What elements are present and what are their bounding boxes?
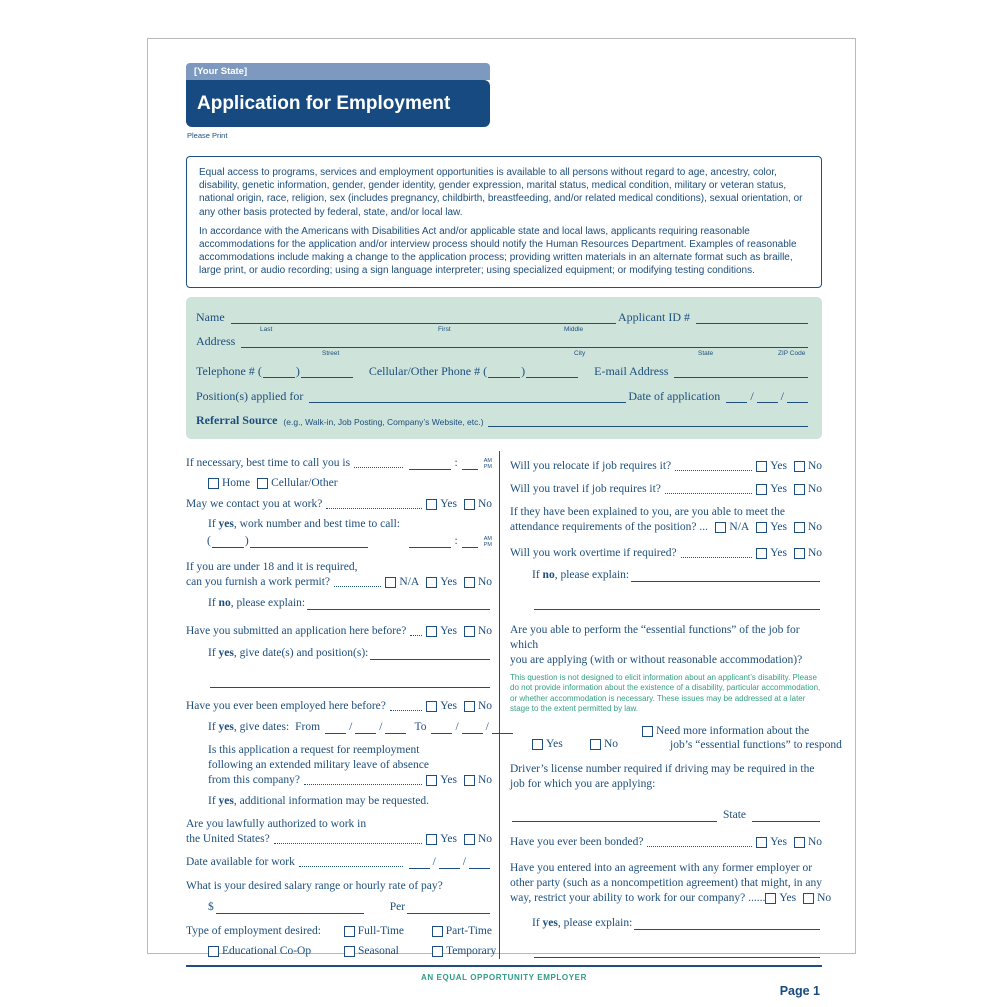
essential-functions-note: This question is not designed to elicit information about an applicant’s disability. Please do not provide information about the existence of a disability, particular accommodation, or whether accommodation is necessary. These issues may be addressed at a later stage to the extent permitted by law.: [510, 672, 821, 714]
questions-section: [186, 451, 842, 959]
salary-amount-field[interactable]: [216, 902, 364, 914]
address-label: Address: [196, 333, 236, 348]
telephone-row: [196, 364, 810, 379]
work-permit-question-line1: If you are under 18 and it is required,: [186, 560, 358, 573]
date-month-field[interactable]: [431, 722, 452, 734]
salary-row: [208, 900, 492, 915]
work-number-row: [208, 534, 492, 549]
date-available-question: Date available for work / /: [186, 855, 492, 870]
permit-yes-checkbox[interactable]: [426, 577, 437, 588]
yes-no-group: Yes No: [426, 497, 492, 512]
dollar-sign: $: [208, 900, 214, 913]
reemployment-yes-checkbox[interactable]: [426, 775, 437, 786]
yes-no-group: Yes No: [765, 891, 831, 906]
slash: /: [780, 388, 784, 403]
close-paren: ): [295, 363, 300, 378]
reemployment-info-note: If yes, additional information may be requested.: [208, 794, 430, 807]
date-year-field[interactable]: [787, 391, 808, 403]
open-paren: (: [483, 363, 488, 378]
na-yes-no-group: N/A Yes No: [385, 575, 492, 590]
employed-yes-checkbox[interactable]: [426, 701, 437, 712]
address-field[interactable]: [241, 336, 808, 348]
dotted-leader: [299, 866, 403, 867]
page-number: Page 1: [779, 984, 820, 998]
work-permit-question-line2: can you furnish a work permit? N/A Yes No: [186, 575, 492, 588]
educational-coop-checkbox[interactable]: [208, 946, 219, 957]
yes-no-group: Yes No: [426, 624, 492, 639]
salary-period-field[interactable]: [407, 902, 490, 914]
state-tag: [Your State]: [194, 66, 248, 77]
am-pm-label: AM PM: [483, 457, 492, 470]
time-minute-field[interactable]: [462, 458, 478, 470]
overtime-explain-field[interactable]: [631, 570, 820, 582]
full-time-checkbox[interactable]: [344, 926, 355, 937]
address-row: [196, 334, 810, 349]
bonded-question: Have you ever been bonded? Yes No: [510, 836, 822, 848]
open-paren: (: [257, 363, 262, 378]
cellular-number-field[interactable]: [526, 366, 578, 378]
need-more-info-checkbox[interactable]: [642, 726, 653, 737]
overtime-explain-field-2[interactable]: [534, 598, 820, 610]
please-print-note: Please Print: [187, 131, 228, 140]
attendance-no-checkbox[interactable]: [794, 522, 805, 533]
referral-row: [196, 413, 810, 428]
attendance-question-line2: attendance requirements of the position? ... N/A Yes No: [510, 520, 822, 533]
permit-explain-field[interactable]: [307, 598, 490, 610]
yes-no-group: Yes No: [426, 699, 492, 714]
submitted-details-field-2[interactable]: [210, 676, 490, 688]
close-paren: ): [521, 363, 526, 378]
attendance-question-line1: If they have been explained to you, are you able to meet the: [510, 505, 785, 518]
date-month-field[interactable]: [325, 722, 346, 734]
to-label: To: [414, 720, 427, 733]
lawfully-authorized-line1: Are you lawfully authorized to work in: [186, 817, 367, 830]
middle-sublabel: Middle: [564, 325, 584, 333]
employment-type-row-2: [208, 944, 497, 959]
employment-dates-row: If yes, give dates: From / / To / /: [208, 720, 492, 735]
overtime-explain-row-2: [532, 598, 822, 611]
contact-work-yes-checkbox[interactable]: [426, 499, 437, 510]
dotted-leader: [681, 557, 753, 558]
drivers-license-row: [510, 808, 822, 823]
position-field[interactable]: [309, 391, 626, 403]
application-date-field: [724, 389, 810, 404]
license-state-field[interactable]: [752, 810, 820, 822]
yes-no-group: Yes No: [426, 773, 492, 788]
noncompete-no-checkbox[interactable]: [803, 893, 814, 904]
contact-at-work-question: May we contact you at work? Yes No: [186, 497, 492, 510]
overtime-yes-checkbox[interactable]: [756, 548, 767, 559]
time-colon: :: [454, 534, 458, 547]
authorized-yes-checkbox[interactable]: [426, 834, 437, 845]
reemployment-question-line1: Is this application a request for reemployment: [208, 743, 420, 756]
telephone-label: Telephone #: [196, 363, 255, 378]
yes-no-group: Yes No: [756, 459, 822, 474]
dotted-leader: [354, 467, 403, 468]
name-row: [196, 310, 810, 325]
position-row: [196, 389, 810, 404]
na-yes-no-group: N/A Yes No: [715, 520, 822, 535]
per-label: Per: [389, 900, 406, 913]
dotted-leader: [334, 586, 381, 587]
reemployment-no-checkbox[interactable]: [464, 775, 475, 786]
page-title: Application for Employment: [186, 80, 490, 127]
authorized-no-checkbox[interactable]: [464, 834, 475, 845]
overtime-explain-row: If no, please explain:: [532, 568, 822, 583]
right-column: [510, 451, 842, 959]
educational-coop-label: Educational Co-Op: [222, 944, 312, 957]
application-form-page: [147, 38, 856, 998]
time-hour-field[interactable]: [409, 536, 451, 548]
left-column: [186, 451, 497, 959]
position-label: Position(s) applied for: [196, 388, 304, 403]
date-day-field[interactable]: [462, 722, 483, 734]
noncompete-explain-field[interactable]: [634, 918, 820, 930]
bonded-yes-checkbox[interactable]: [756, 837, 767, 848]
relocate-yes-checkbox[interactable]: [756, 461, 767, 472]
name-sublabels: [196, 325, 810, 334]
overtime-question: Will you work overtime if required? Yes No: [510, 546, 822, 559]
date-year-field[interactable]: [469, 857, 490, 869]
address-sublabels: [196, 349, 810, 358]
time-hour-field[interactable]: [409, 458, 451, 470]
date-day-field[interactable]: [355, 722, 376, 734]
referral-source-field[interactable]: [488, 415, 808, 427]
notice-paragraph-1: Equal access to programs, services and employment opportunities is available to all persons without regard to age, ancestry, color, disability, genetic information, gender, gender identity, gender expression, marital status, medical condition, military or veteran status, national origin, race, religion, sex (includes pregnancy, childbirth, breastfeeding, and/or related medical conditions), sexual orientation, or any other basis protected by federal, state, and/or local law.: [199, 167, 803, 218]
last-sublabel: Last: [260, 325, 273, 333]
relocate-question: Will you relocate if job requires it? Yes No: [510, 459, 822, 472]
date-year-field[interactable]: [385, 722, 406, 734]
date-application-label: Date of application: [628, 388, 721, 403]
applicant-info-panel: [186, 297, 822, 439]
submitted-details-field[interactable]: [370, 648, 490, 660]
cellular-label: Cellular/Other Phone #: [368, 363, 481, 378]
noncompete-explain-row-2: [532, 946, 822, 959]
home-checkbox[interactable]: [208, 478, 219, 489]
temporary-label: Temporary: [446, 944, 497, 957]
drivers-license-number-field[interactable]: [512, 810, 717, 822]
am-pm-label: AM PM: [483, 535, 492, 548]
work-time-field: [407, 534, 492, 549]
from-date-field: / /: [323, 720, 408, 735]
temporary-checkbox[interactable]: [432, 946, 443, 957]
lawfully-authorized-line2: the United States? Yes No: [186, 832, 492, 845]
telephone-area-code-field[interactable]: [263, 366, 295, 378]
need-more-info-label: Need more information about the job’s “essential functions” to respond: [656, 725, 842, 751]
employed-no-checkbox[interactable]: [464, 701, 475, 712]
yes-no-group: Yes No: [756, 482, 822, 497]
essential-functions-question-line2: you are applying (with or without reasonable accommodation)?: [510, 653, 803, 666]
home-label: Home: [222, 476, 251, 489]
drivers-license-question-line2: job for which you are applying:: [510, 778, 656, 790]
noncompete-question-line1: Have you entered into an agreement with any former employer or: [510, 862, 813, 874]
noncompete-explain-field-2[interactable]: [534, 946, 820, 958]
yes-no-group: Yes No: [426, 832, 492, 847]
cellular-other-checkbox[interactable]: [257, 478, 268, 489]
dotted-leader: [326, 508, 422, 509]
work-area-code-field[interactable]: [212, 536, 244, 548]
seasonal-checkbox[interactable]: [344, 946, 355, 957]
date-month-field[interactable]: [726, 391, 747, 403]
submitted-before-question: Have you submitted an application here before? Yes No: [186, 624, 492, 637]
overtime-no-checkbox[interactable]: [794, 548, 805, 559]
telephone-number-field[interactable]: [301, 366, 353, 378]
essential-functions-answers: Yes No Need more information about the job’s “essential functions” to respond: [532, 724, 822, 752]
noncompete-question-line3: way, restrict your ability to work for our company? ...... Yes No: [510, 892, 832, 904]
referral-label: Referral Source: [196, 412, 278, 427]
attendance-yes-checkbox[interactable]: [756, 522, 767, 533]
dotted-leader: [665, 493, 752, 494]
submitted-details-row: If yes, give date(s) and position(s):: [208, 646, 492, 661]
applicant-id-label: Applicant ID #: [618, 309, 690, 324]
essential-functions-question-line1: Are you able to perform the “essential functions” of the job for which: [510, 623, 800, 651]
cellular-other-label: Cellular/Other: [271, 476, 338, 489]
state-tag-bar: [186, 63, 490, 80]
travel-question: Will you travel if job requires it? Yes No: [510, 482, 822, 495]
equal-opportunity-employer-note: AN EQUAL OPPORTUNITY EMPLOYER: [420, 973, 587, 982]
city-sublabel: City: [574, 349, 586, 357]
contact-work-no-checkbox[interactable]: [464, 499, 475, 510]
cellular-area-code-field[interactable]: [488, 366, 520, 378]
travel-no-checkbox[interactable]: [794, 484, 805, 495]
attendance-na-checkbox[interactable]: [715, 522, 726, 533]
permit-explain-row: If no, please explain:: [208, 596, 492, 611]
essential-no-checkbox[interactable]: [590, 739, 601, 750]
open-paren: (: [207, 534, 211, 547]
employment-type-row-1: Type of employment desired: Full-Time Part-Time: [186, 924, 492, 937]
full-time-label: Full-Time: [357, 924, 404, 937]
essential-yes-checkbox[interactable]: [532, 739, 543, 750]
first-sublabel: First: [438, 325, 451, 333]
dotted-leader: [390, 710, 422, 711]
date-day-field[interactable]: [757, 391, 778, 403]
street-sublabel: Street: [322, 349, 340, 357]
date-month-field[interactable]: [409, 857, 430, 869]
travel-yes-checkbox[interactable]: [756, 484, 767, 495]
reemployment-question-line2: following an extended military leave of absence: [208, 758, 429, 771]
date-day-field[interactable]: [439, 857, 460, 869]
time-minute-field[interactable]: [462, 536, 478, 548]
yes-no-group: Yes No: [756, 546, 822, 561]
state-sublabel: State: [698, 349, 714, 357]
seasonal-label: Seasonal: [358, 944, 399, 957]
employed-before-question: Have you ever been employed here before? Yes No: [186, 699, 492, 712]
applicant-id-field[interactable]: [696, 312, 808, 324]
dotted-leader: [304, 784, 422, 785]
salary-question: What is your desired salary range or hourly rate of pay?: [186, 879, 443, 892]
submitted-no-checkbox[interactable]: [464, 626, 475, 637]
work-number-field[interactable]: [250, 536, 368, 548]
name-label: Name: [196, 309, 225, 324]
slash: /: [750, 388, 754, 403]
dotted-leader: [410, 635, 422, 636]
zip-sublabel: ZIP Code: [778, 349, 806, 357]
reemployment-question-line3: from this company? Yes No: [208, 773, 492, 786]
if-yes-work-number-note: If yes, work number and best time to call:: [208, 517, 400, 530]
bonded-no-checkbox[interactable]: [794, 837, 805, 848]
close-paren: ): [244, 534, 249, 547]
equal-access-notice: [186, 156, 822, 288]
to-date-field: / /: [429, 720, 514, 735]
permit-no-checkbox[interactable]: [464, 577, 475, 588]
email-label: E-mail Address: [594, 363, 669, 378]
submitted-yes-checkbox[interactable]: [426, 626, 437, 637]
name-field[interactable]: [231, 312, 616, 324]
yes-no-group: Yes No: [756, 835, 822, 850]
notice-paragraph-2: In accordance with the Americans with Disabilities Act and/or applicable state and local laws, applicants requiring reasonable accommodations for the application and/or interview process should notify the Human Resources Department. Examples of reasonable accommodations include making a change to the application process; providing written materials in an alternate format such as braille, large print, or audio recording; using a sign language interpreter; using specialized equipment; or modifying testing conditions.: [199, 225, 797, 277]
dotted-leader: [675, 470, 752, 471]
time-colon: :: [454, 456, 458, 469]
drivers-license-question-line1: Driver’s license number required if driving may be required in the: [510, 763, 815, 775]
date-available-field: / /: [407, 855, 492, 870]
dotted-leader: [647, 846, 752, 847]
call-location-options: [208, 476, 492, 491]
permit-na-checkbox[interactable]: [385, 577, 396, 588]
noncompete-question-line2: other party (such as a noncompetition agreement) that might, in any: [510, 877, 823, 889]
dotted-leader: [274, 843, 423, 844]
email-field[interactable]: [674, 366, 808, 378]
license-state-label: State: [723, 809, 746, 821]
best-time-field: [407, 456, 492, 471]
from-label: From: [295, 720, 321, 733]
part-time-checkbox[interactable]: [432, 926, 443, 937]
footer: [186, 967, 822, 1007]
noncompete-explain-row: If yes, please explain:: [532, 916, 822, 931]
best-time-question: If necessary, best time to call you is : AM PM: [186, 456, 492, 470]
noncompete-yes-checkbox[interactable]: [765, 893, 776, 904]
relocate-no-checkbox[interactable]: [794, 461, 805, 472]
column-divider: [499, 451, 500, 959]
submitted-details-row-2: [208, 676, 492, 689]
referral-hint: (e.g., Walk-in, Job Posting, Company’s Website, etc.): [283, 416, 484, 427]
part-time-label: Part-Time: [445, 924, 492, 937]
